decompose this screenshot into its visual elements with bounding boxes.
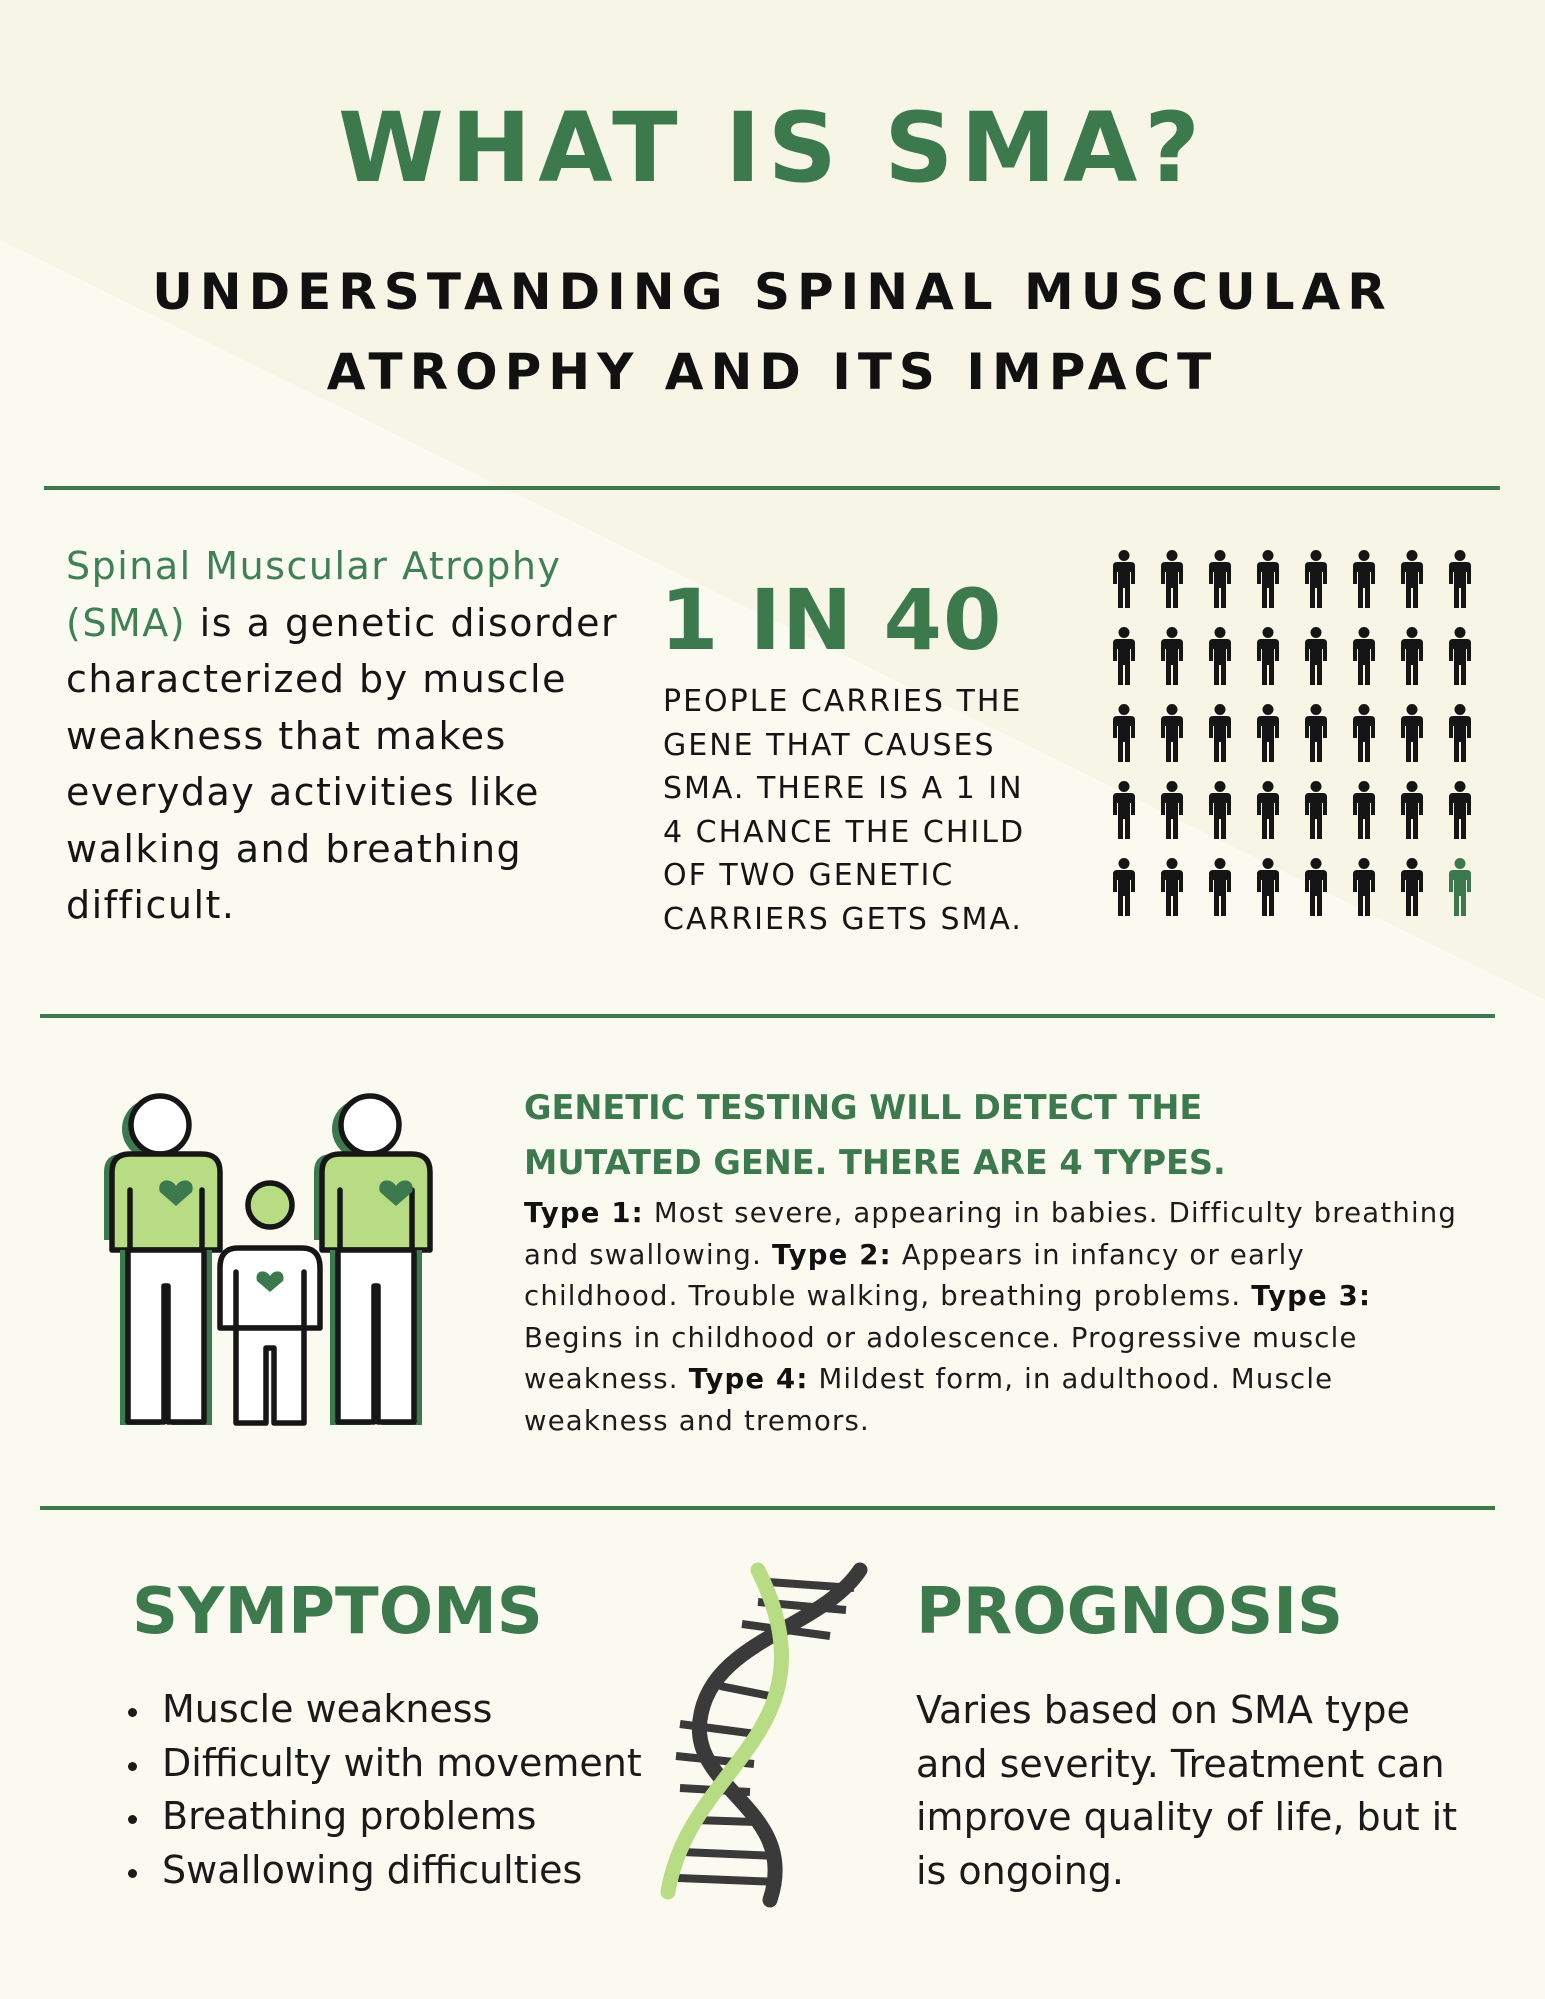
symptom-item: Breathing problems [122, 1790, 642, 1844]
symptom-item: Difficulty with movement [122, 1737, 642, 1791]
carrier-statistic: 1 IN 40 [660, 571, 1003, 669]
person-icon [1449, 704, 1471, 762]
person-icon [1401, 550, 1423, 608]
type-1-label: Type 1: [524, 1197, 644, 1229]
person-icon [1401, 704, 1423, 762]
people-grid [1100, 550, 1500, 936]
type-3-label: Type 3: [1251, 1280, 1372, 1312]
carrier-line-4: 4 CHANCE THE CHILD [663, 814, 1026, 850]
person-icon [1257, 858, 1279, 916]
person-icon [1113, 858, 1135, 916]
person-icon [1401, 627, 1423, 685]
symptom-item: Muscle weakness [122, 1683, 642, 1737]
person-icon [1161, 781, 1183, 839]
person-icon [1353, 781, 1375, 839]
person-icon [1113, 627, 1135, 685]
person-icon [1449, 627, 1471, 685]
divider-middle [40, 1014, 1495, 1018]
subtitle-line-2: ATROPHY AND ITS IMPACT [326, 343, 1219, 401]
person-icon [1209, 550, 1231, 608]
symptoms-list [122, 1683, 642, 1897]
person-icon [1209, 704, 1231, 762]
subtitle-line-1: UNDERSTANDING SPINAL MUSCULAR [152, 263, 1393, 321]
sma-types-description [524, 1193, 1464, 1442]
carrier-line-3: SMA. THERE IS A 1 IN [663, 771, 1024, 806]
page-title: WHAT IS SMA? [338, 92, 1207, 204]
divider-bottom [40, 1506, 1495, 1510]
intro-highlight: Spinal Muscular Atrophy (SMA) [66, 544, 562, 645]
person-icon [1209, 627, 1231, 685]
type-3-desc: Begins in childhood or adolescence. Progressive muscle weakness. [524, 1321, 1358, 1395]
person-icon [1305, 858, 1327, 916]
carrier-line-5: OF TWO GENETIC [663, 858, 955, 893]
person-icon [1449, 550, 1471, 608]
type-2-desc: Appears in infancy or early childhood. Trouble walking, breathing problems. [524, 1238, 1305, 1312]
person-icon [1209, 781, 1231, 839]
person-icon [1161, 627, 1183, 685]
family-icon [80, 1090, 470, 1435]
person-icon [1161, 858, 1183, 916]
dna-icon [650, 1560, 870, 1920]
type-1-desc: Most severe, appearing in babies. Difficulty breathing and swallowing. [524, 1197, 1458, 1271]
person-icon [1257, 550, 1279, 608]
person-icon [1257, 781, 1279, 839]
person-icon [1113, 781, 1135, 839]
person-icon [1161, 704, 1183, 762]
person-icon [1305, 627, 1327, 685]
person-icon [1353, 550, 1375, 608]
symptom-item: Swallowing difficulties [122, 1844, 642, 1898]
person-icon [1305, 704, 1327, 762]
page-subtitle [0, 252, 1545, 412]
person-icon [1209, 858, 1231, 916]
carrier-line-1: PEOPLE CARRIES THE [663, 684, 1023, 719]
carrier-line-2: GENE THAT CAUSES [663, 727, 996, 763]
person-icon [1449, 781, 1471, 839]
symptoms-heading: SYMPTOMS [132, 1575, 543, 1649]
person-icon [1353, 858, 1375, 916]
person-icon [1257, 704, 1279, 762]
carrier-line-6: CARRIERS GETS SMA. [663, 901, 1023, 937]
type-4-label: Type 4: [688, 1363, 809, 1395]
prognosis-heading: PROGNOSIS [916, 1575, 1344, 1649]
person-icon [1401, 858, 1423, 916]
person-icon [1161, 550, 1183, 608]
intro-paragraph [66, 538, 631, 934]
person-icon [1305, 550, 1327, 608]
intro-text: is a genetic disorder characterized by muscle weakness that makes everyday activities like walking and breathing difficult. [66, 600, 619, 927]
person-icon-highlighted [1449, 858, 1471, 916]
testing-heading-line-1: GENETIC TESTING WILL DETECT THE [524, 1088, 1203, 1127]
person-icon [1257, 627, 1279, 685]
divider-top [44, 486, 1500, 490]
person-icon [1401, 781, 1423, 839]
person-icon [1353, 627, 1375, 685]
carrier-description [663, 680, 1063, 941]
type-4-desc: Mildest form, in adulthood. Muscle weakness and tremors. [524, 1363, 1334, 1437]
person-icon [1305, 781, 1327, 839]
person-icon [1353, 704, 1375, 762]
type-2-label: Type 2: [771, 1238, 892, 1271]
prognosis-text: Varies based on SMA type and severity. Treatment can improve quality of life, but it is ongoing. [916, 1688, 1458, 1893]
person-icon [1113, 704, 1135, 762]
testing-heading-line-2: MUTATED GENE. THERE ARE 4 TYPES. [524, 1143, 1226, 1182]
genetic-testing-heading [524, 1080, 1424, 1190]
person-icon [1113, 550, 1135, 608]
